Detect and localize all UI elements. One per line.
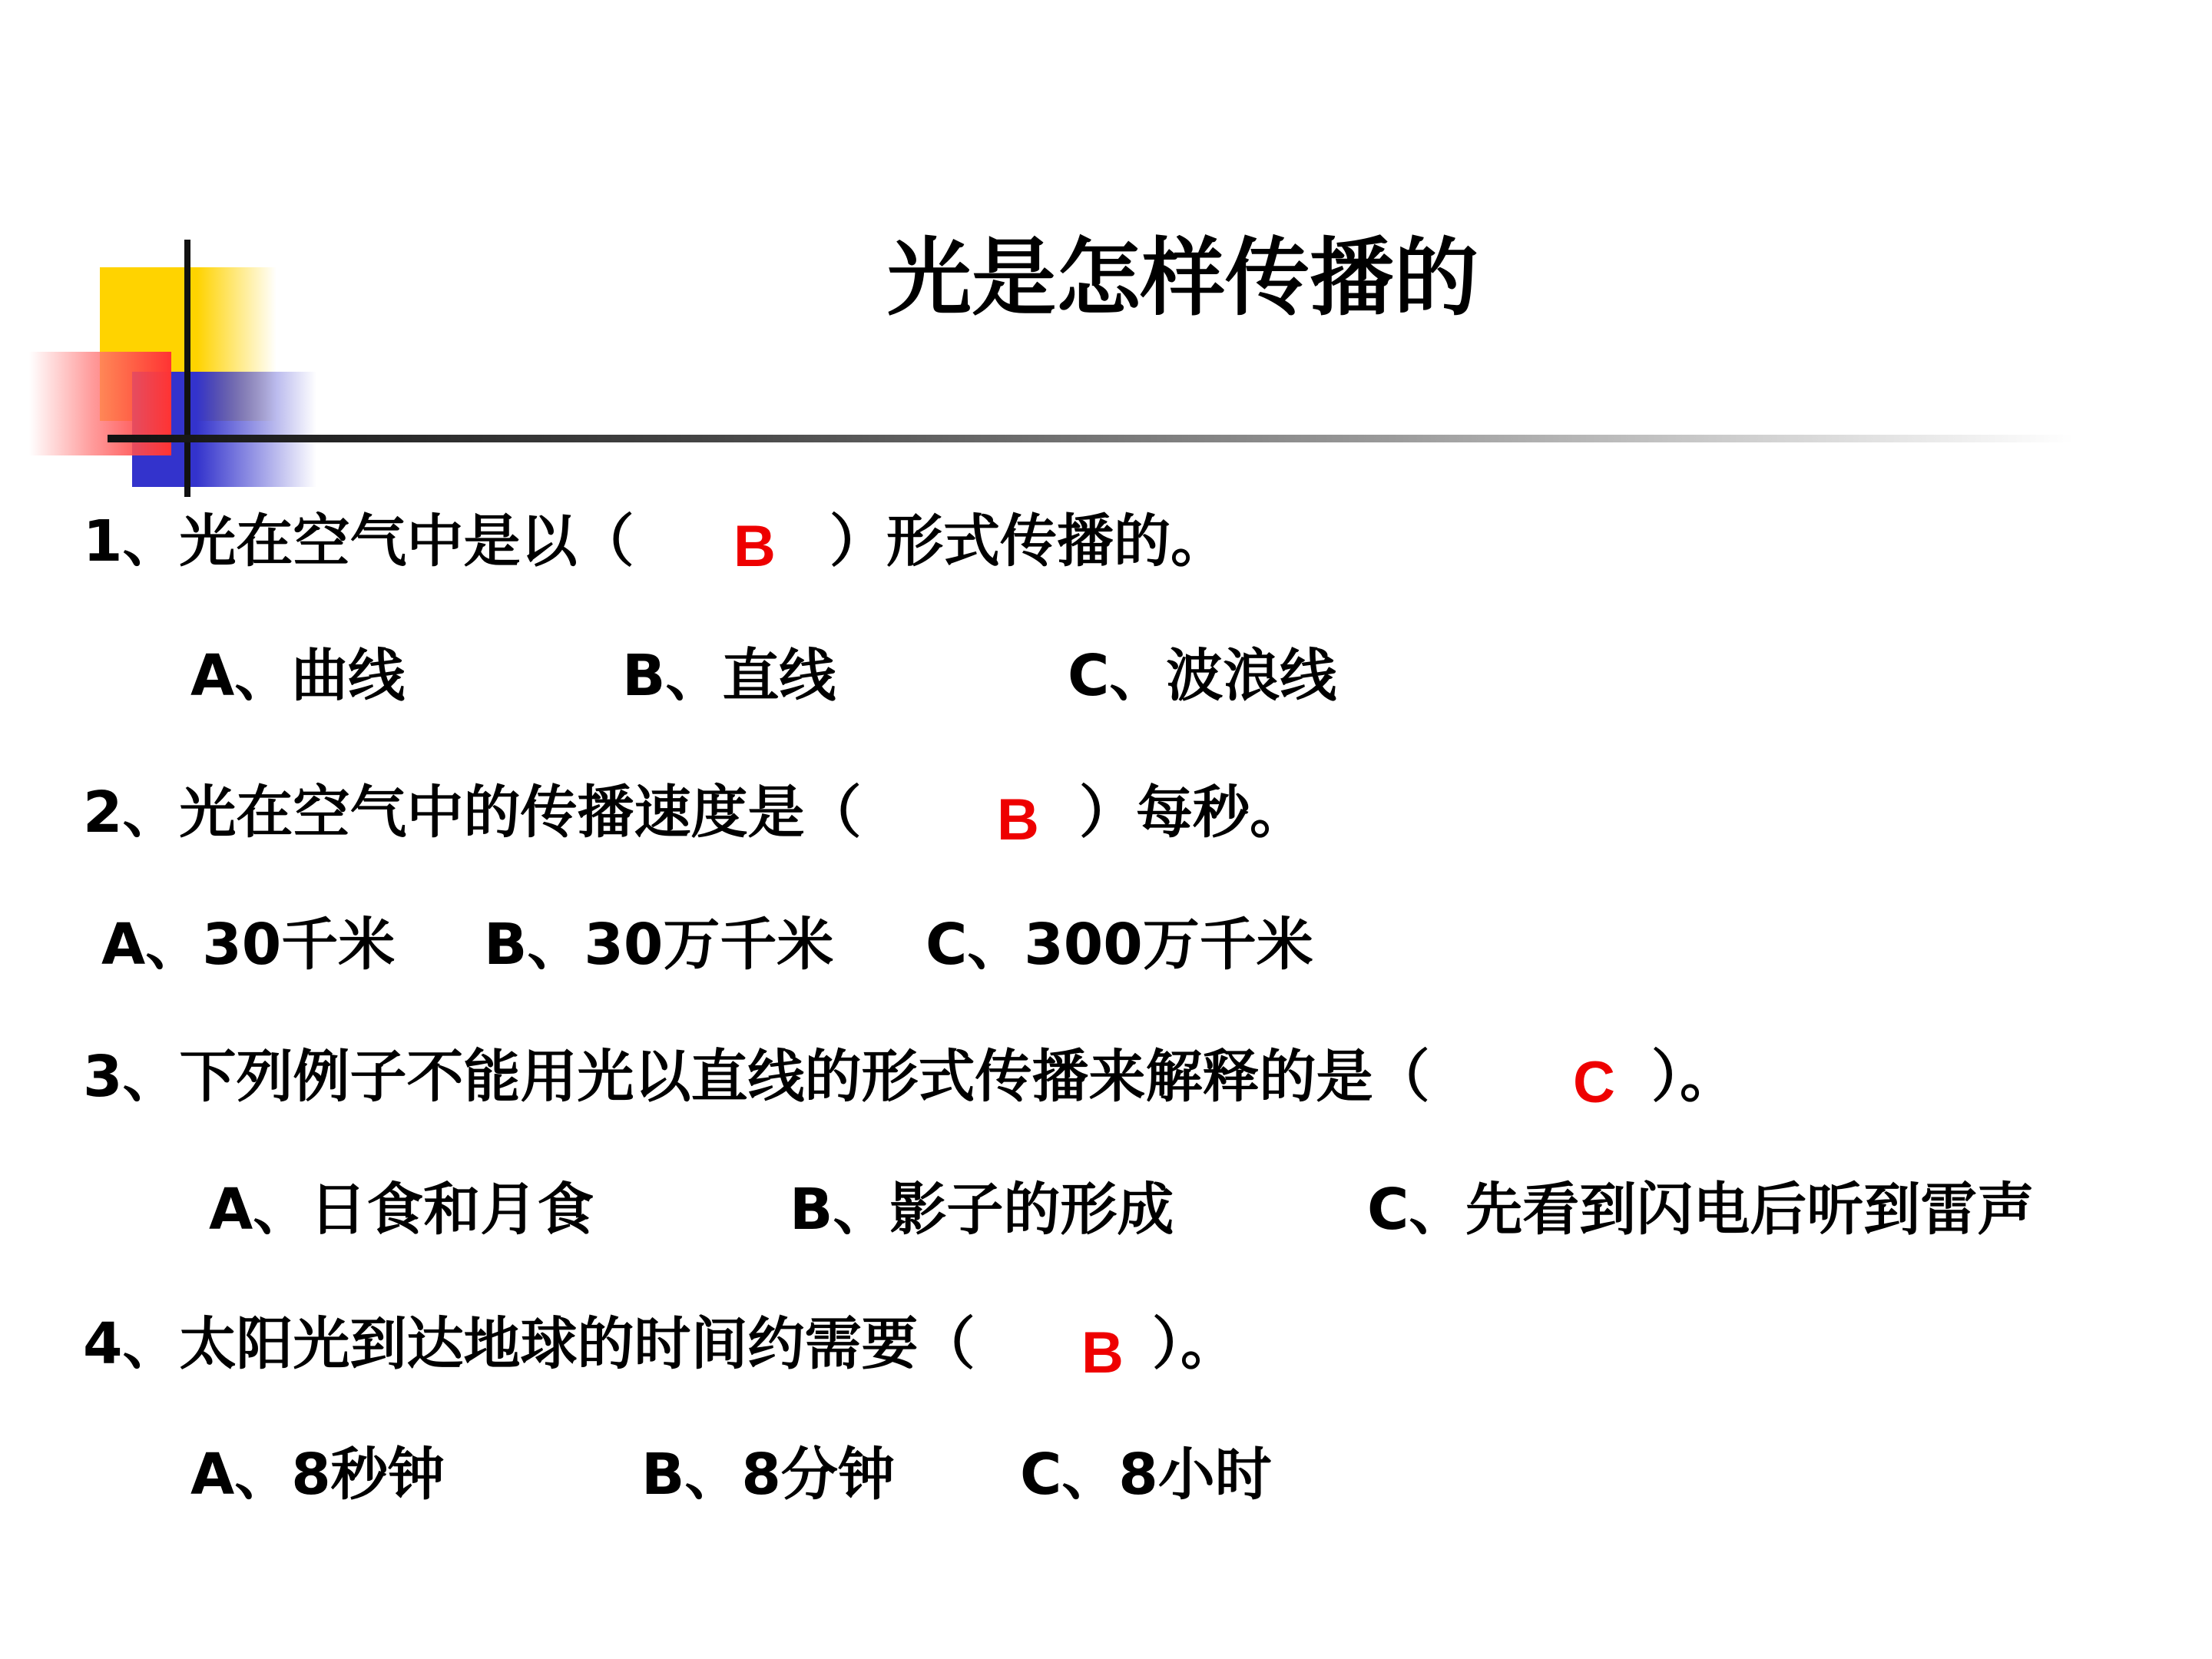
question-stem-start: 、光在空气中的传播速度是（ — [122, 780, 862, 846]
question-stem-start: 、光在空气中是以（ — [122, 508, 634, 575]
option-c: C、300万千米 — [926, 912, 1313, 978]
question-2-end: ）每秒。 — [1079, 780, 1306, 846]
question-number: 1 — [83, 508, 123, 575]
question-1-end: ）形式传播的。 — [830, 508, 1227, 575]
option-a: A、日食和月食 — [209, 1177, 594, 1243]
option-b: B、影子的形成 — [790, 1177, 1174, 1243]
question-stem-start: 、太阳光到达地球的时间约需要（ — [122, 1311, 975, 1377]
decor-vertical-line — [184, 240, 190, 497]
question-3-end: ）。 — [1651, 1044, 1737, 1110]
option-b: B、直线 — [622, 643, 836, 709]
question-1 — [83, 503, 634, 580]
options-4 — [0, 1436, 2212, 1513]
options-1 — [0, 637, 2212, 714]
options-2 — [0, 906, 2212, 983]
question-2 — [83, 774, 862, 851]
question-number: 4 — [83, 1311, 123, 1377]
answer-2: B — [997, 787, 1039, 853]
option-b: B、8分钟 — [641, 1442, 895, 1508]
question-4 — [83, 1306, 975, 1382]
question-number: 2 — [83, 780, 123, 846]
decor-horizontal-rule — [108, 435, 2074, 442]
option-a: A、8秒钟 — [190, 1442, 445, 1508]
page-title: 光是怎样传播的 — [887, 228, 1479, 327]
option-a: A、曲线 — [190, 643, 406, 709]
question-4-end: ）。 — [1152, 1311, 1237, 1377]
question-3 — [83, 1038, 1430, 1115]
option-c: C、先看到闪电后听到雷声 — [1367, 1177, 2035, 1243]
option-c: C、波浪线 — [1068, 643, 1337, 709]
question-number: 3 — [83, 1044, 123, 1110]
option-b: B、30万千米 — [484, 912, 834, 978]
question-stem-start: 、下列例子不能用光以直线的形式传播来解释的是（ — [122, 1044, 1430, 1110]
options-3 — [0, 1171, 2212, 1248]
option-a: A、30千米 — [101, 912, 396, 978]
answer-4: B — [1081, 1320, 1124, 1386]
answer-1: B — [733, 514, 776, 579]
option-c: C、8小时 — [1020, 1442, 1272, 1508]
answer-3: C — [1573, 1050, 1615, 1115]
